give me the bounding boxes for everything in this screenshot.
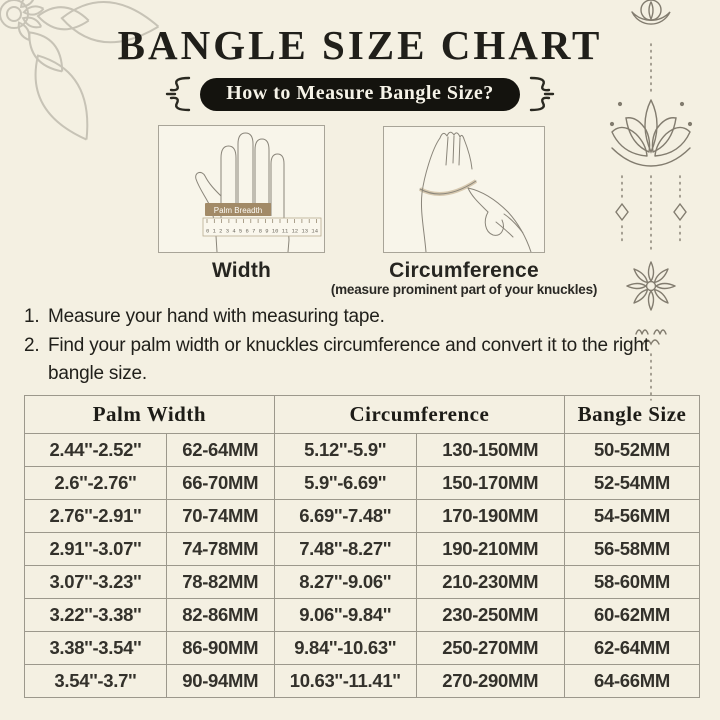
table-cell: 3.38''-3.54'' xyxy=(25,632,167,665)
table-cell: 54-56MM xyxy=(565,500,700,533)
table-cell: 10.63''-11.41'' xyxy=(274,665,416,698)
table-cell: 58-60MM xyxy=(565,566,700,599)
table-cell: 56-58MM xyxy=(565,533,700,566)
table-cell: 270-290MM xyxy=(416,665,565,698)
table-cell: 190-210MM xyxy=(416,533,565,566)
table-cell: 8.27''-9.06'' xyxy=(274,566,416,599)
step-text: Measure your hand with measuring tape. xyxy=(48,306,385,327)
table-cell: 230-250MM xyxy=(416,599,565,632)
table-cell: 7.48''-8.27'' xyxy=(274,533,416,566)
table-cell: 3.22''-3.38'' xyxy=(25,599,167,632)
table-cell: 82-86MM xyxy=(166,599,274,632)
table-row xyxy=(25,434,700,467)
table-cell: 62-64MM xyxy=(166,434,274,467)
width-measure-figure xyxy=(158,125,325,253)
header-palm-width: Palm Width xyxy=(25,396,275,434)
table-cell: 2.44''-2.52'' xyxy=(25,434,167,467)
header-bangle-size: Bangle Size xyxy=(565,396,700,434)
table-cell: 90-94MM xyxy=(166,665,274,698)
table-cell: 62-64MM xyxy=(565,632,700,665)
table-cell: 3.07''-3.23'' xyxy=(25,566,167,599)
table-cell: 5.9''-6.69'' xyxy=(274,467,416,500)
table-cell: 150-170MM xyxy=(416,467,565,500)
table-cell: 2.76''-2.91'' xyxy=(25,500,167,533)
width-caption: Width xyxy=(211,259,272,282)
table-row xyxy=(25,500,700,533)
step-number: 2. xyxy=(24,334,40,356)
table-row xyxy=(25,533,700,566)
hand-with-ruler-illustration xyxy=(159,126,324,252)
circumference-measure-figure xyxy=(383,126,545,253)
instruction-step-2 xyxy=(24,332,674,389)
table-cell: 70-74MM xyxy=(166,500,274,533)
table-cell: 74-78MM xyxy=(166,533,274,566)
how-to-measure-badge: How to Measure Bangle Size? xyxy=(200,78,520,111)
size-chart xyxy=(24,395,700,698)
table-cell: 2.91''-3.07'' xyxy=(25,533,167,566)
table-cell: 6.69''-7.48'' xyxy=(274,500,416,533)
table-cell: 250-270MM xyxy=(416,632,565,665)
step-number: 1. xyxy=(24,306,40,327)
table-row xyxy=(25,665,700,698)
page-title: BANGLE SIZE CHART xyxy=(117,22,603,68)
table-row xyxy=(25,566,700,599)
table-header-row xyxy=(25,396,700,434)
table-cell: 170-190MM xyxy=(416,500,565,533)
table-cell: 9.84''-10.63'' xyxy=(274,632,416,665)
table-cell: 52-54MM xyxy=(565,467,700,500)
table-cell: 78-82MM xyxy=(166,566,274,599)
table-cell: 2.6''-2.76'' xyxy=(25,467,167,500)
circumference-note: (measure prominent part of your knuckles) xyxy=(330,282,598,297)
table-cell: 50-52MM xyxy=(565,434,700,467)
left-flourish-icon xyxy=(165,74,191,114)
table-cell: 66-70MM xyxy=(166,467,274,500)
table-cell: 130-150MM xyxy=(416,434,565,467)
right-flourish-icon xyxy=(529,74,555,114)
table-row xyxy=(25,467,700,500)
instruction-step-1 xyxy=(24,303,674,332)
table-cell: 86-90MM xyxy=(166,632,274,665)
pinched-fingers-illustration xyxy=(384,127,544,252)
table-cell: 210-230MM xyxy=(416,566,565,599)
badge-row xyxy=(0,74,720,114)
table-cell: 64-66MM xyxy=(565,665,700,698)
header-circumference: Circumference xyxy=(274,396,564,434)
table-row xyxy=(25,632,700,665)
table-cell: 9.06''-9.84'' xyxy=(274,599,416,632)
step-text: Find your palm width or knuckles circumference and convert it to the right bangle size. xyxy=(48,334,649,384)
size-chart-table xyxy=(24,395,700,698)
circumference-caption: Circumference xyxy=(389,259,539,282)
table-row xyxy=(25,599,700,632)
palm-breadth-tape-label: Palm Breadth xyxy=(213,206,263,215)
instructions-list xyxy=(24,303,674,389)
table-cell: 3.54''-3.7'' xyxy=(25,665,167,698)
table-cell: 60-62MM xyxy=(565,599,700,632)
table-cell: 5.12''-5.9'' xyxy=(274,434,416,467)
ruler-numbers: 0 1 2 3 4 5 6 7 8 9 10 11 12 13 14 xyxy=(206,227,318,235)
